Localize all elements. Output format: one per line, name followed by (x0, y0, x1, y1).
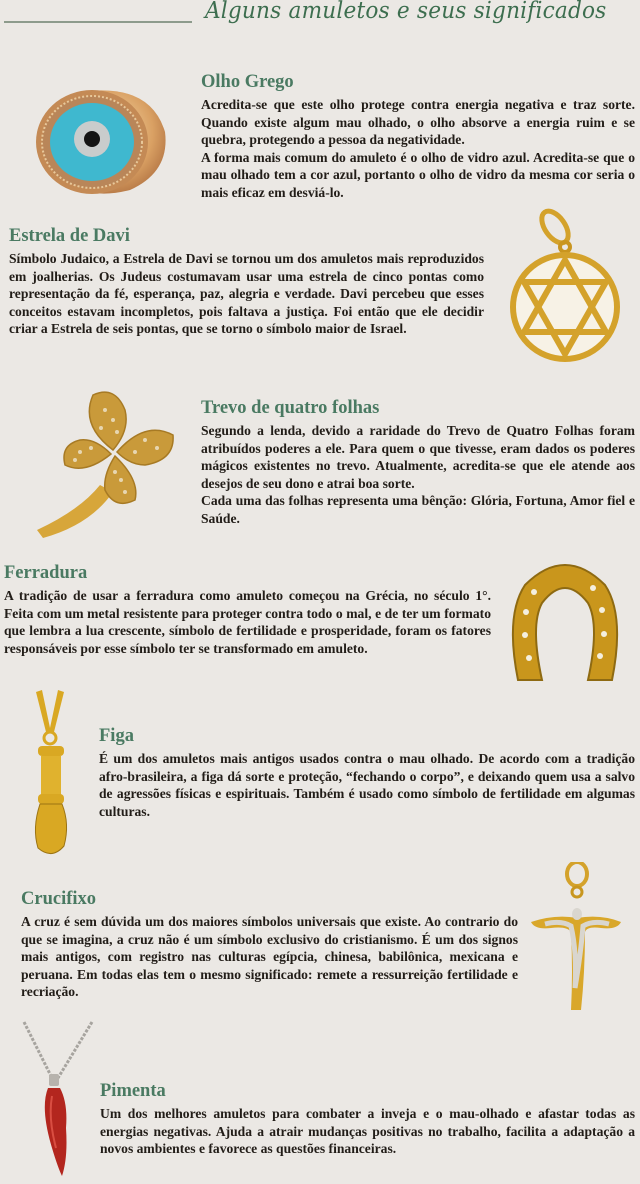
section-body (100, 1105, 635, 1158)
section-olho-grego (201, 71, 635, 202)
paragraph: Símbolo Judaico, a Estrela de Davi se tornou um dos amuletos mais reproduzidos em joalherias. Os Judeus costumavam usar uma estrela de cinco pontas como representação da fé, esperança, paz, alegria e verdade. Davi percebeu que esses conceitos estavam incompletos, pois faltava a justiça. Foi então que ele decidir criar a Estrela de seis pontas, que se torno o símbolo maior de Israel. (9, 251, 484, 337)
paragraph: Segundo a lenda, devido a raridade do Trevo de Quatro Folhas foram atribuídos poderes a ele. Para quem o que tivesse, eram dados os poderes mágicos existentes no trevo. Atualmente, acredita-se que ele atende aos desejos de seu dono e atrai boa sorte. (201, 423, 635, 491)
section-body (201, 96, 635, 202)
section-body (21, 913, 518, 1001)
paragraph: É um dos amuletos mais antigos usados contra o mau olhado. De acordo com a tradição afro-brasileira, a figa dá sorte e proteção, “fechando o corpo”, e deixando quem usa a salvo de agressões físicas e espirituais. Também é usado como símbolo de fertilidade em algumas culturas. (99, 751, 635, 819)
section-ferradura (4, 562, 491, 657)
header-divider-line (4, 21, 192, 23)
section-title: Olho Grego (201, 72, 294, 92)
paragraph: Cada uma das folhas representa uma bênção: Glória, Fortuna, Amor fiel e Saúde. (201, 493, 635, 526)
section-title: Figa (99, 726, 134, 746)
paragraph: Um dos melhores amuletos para combater a inveja e o mau-olhado e afastar todas as energias negativas. Ajuda a atrair mudanças positivas no trabalho, facilita a adaptação a novos ambientes e favorece as questões financeiras. (100, 1106, 635, 1157)
figa-pendant-image (28, 688, 78, 863)
evil-eye-ring-image (20, 72, 180, 202)
section-estrela-de-davi (9, 225, 484, 338)
section-title: Ferradura (4, 563, 88, 583)
section-title: Pimenta (100, 1081, 166, 1101)
paragraph: A cruz é sem dúvida um dos maiores símbolos universais que existe. Ao contrario do que se imagina, a cruz não é um símbolo exclusivo do cristianismo. É um dos signos mais antigos, com registro nas culturas egípcia, chinesa, babilônica, mexicana e peruana. Em todas elas tem o mesmo significado: remete a ressurreição fertilidade e recriação. (21, 914, 518, 1000)
section-body (99, 750, 635, 820)
section-title: Crucifixo (21, 889, 97, 909)
section-crucifixo (21, 888, 518, 1001)
section-trevo-de-quatro-folhas (201, 397, 635, 528)
star-of-david-pendant-image (505, 202, 625, 372)
section-body (9, 250, 484, 338)
paragraph: Acredita-se que este olho protege contra energia negativa e traz sorte. Quando existe algum mau olhado, o olho absorve a energia ruim e se quebra, protegendo a pessoa da negatividade. (201, 97, 635, 148)
paragraph: A tradição de usar a ferradura como amuleto começou na Grécia, no século 1°. Feita com um metal resistente para proteger contra todo o mal, e de ter um formato que lembra a lua crescente, símbolo de fertilidade e prosperidade, foram os fatores responsáveis por esse símbolo ter se transformado em amuleto. (4, 588, 491, 656)
section-body (4, 587, 491, 657)
section-title: Estrela de Davi (9, 226, 130, 246)
section-pimenta (100, 1080, 635, 1158)
section-figa (99, 725, 635, 820)
pepper-necklace-image (18, 1018, 98, 1178)
paragraph: A forma mais comum do amuleto é o olho de vidro azul. Acredita-se que o mau olhado tem a cor azul, portanto o olho de vidro da mesma cor seria o mais eficaz em desviá-lo. (201, 149, 635, 200)
page-title: Alguns amuletos e seus significados (205, 0, 607, 24)
four-leaf-clover-brooch-image (25, 380, 190, 540)
crucifix-pendant-image (525, 862, 625, 1012)
section-title: Trevo de quatro folhas (201, 398, 380, 418)
section-body (201, 422, 635, 528)
horseshoe-pendant-image (500, 555, 630, 690)
